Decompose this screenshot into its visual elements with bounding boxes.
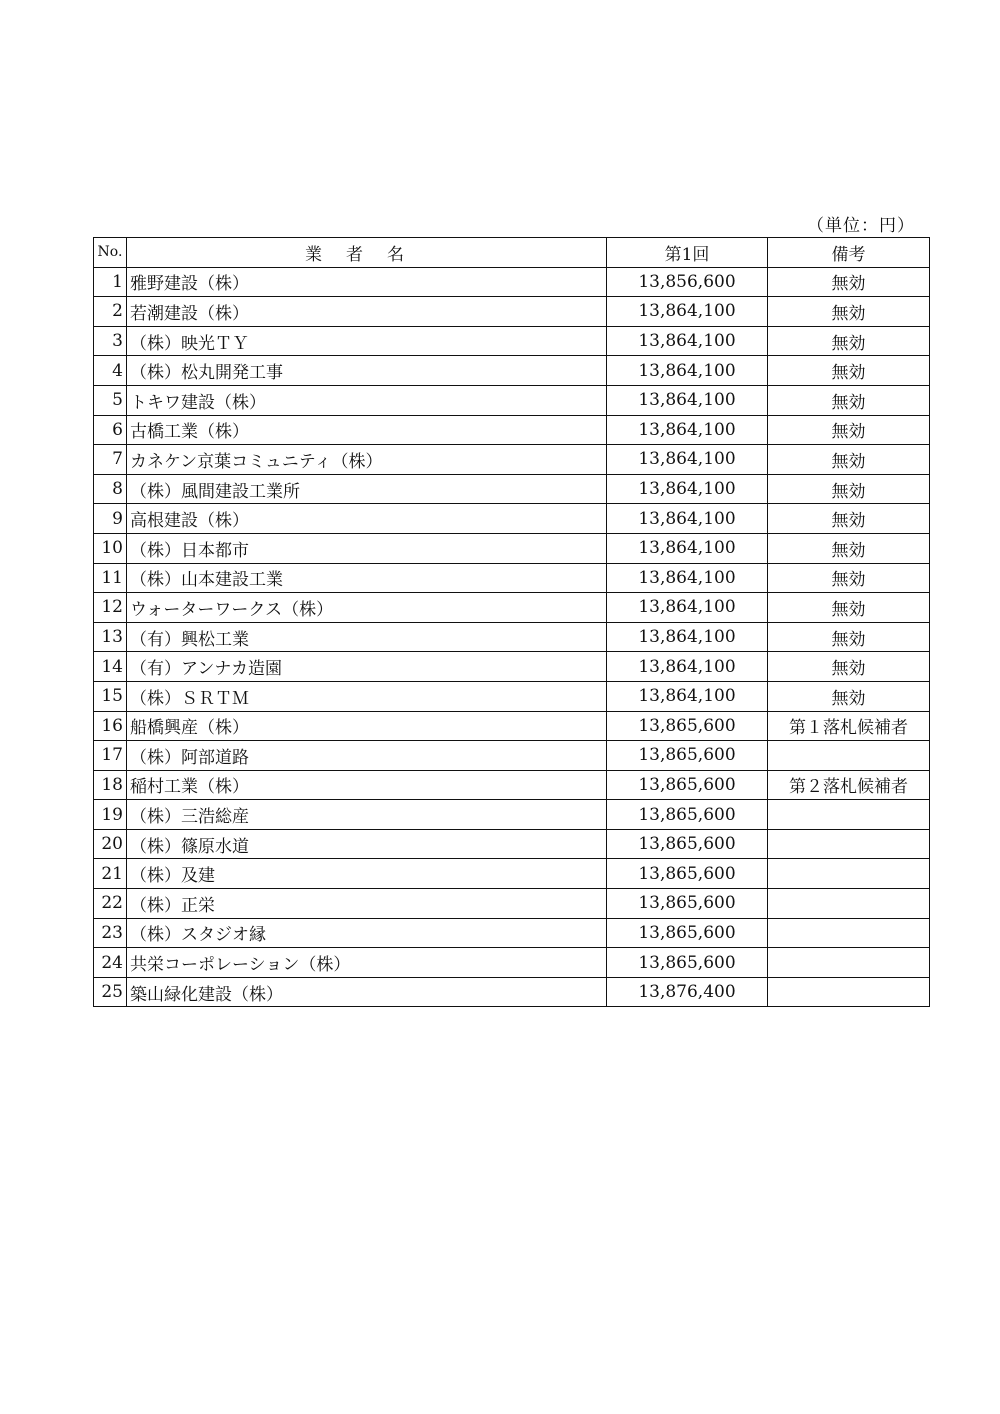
remarks-cell — [768, 741, 930, 771]
company-name-cell: （有）アンナカ造園 — [127, 652, 607, 682]
bid-amount-cell: 13,865,600 — [607, 859, 768, 889]
table-header-row — [94, 238, 930, 268]
row-number-cell: 9 — [94, 504, 127, 534]
company-name-cell: （株）ＳＲＴＭ — [127, 681, 607, 711]
company-name-cell: （株）松丸開発工事 — [127, 356, 607, 386]
remarks-cell: 無効 — [768, 593, 930, 623]
company-name-cell: （株）風間建設工業所 — [127, 474, 607, 504]
company-name-cell: （株）阿部道路 — [127, 741, 607, 771]
company-name-cell: ウォーターワークス（株） — [127, 593, 607, 623]
table-row — [94, 474, 930, 504]
row-number-cell: 6 — [94, 415, 127, 445]
table-row — [94, 445, 930, 475]
row-number-cell: 11 — [94, 563, 127, 593]
row-number-cell: 3 — [94, 326, 127, 356]
company-name-cell: 稲村工業（株） — [127, 770, 607, 800]
company-name-cell: トキワ建設（株） — [127, 385, 607, 415]
table-row — [94, 533, 930, 563]
remarks-cell: 無効 — [768, 445, 930, 475]
row-number-cell: 2 — [94, 297, 127, 327]
company-name-cell: （株）三浩総産 — [127, 800, 607, 830]
row-number-cell: 24 — [94, 948, 127, 978]
company-name-cell: （株）スタジオ縁 — [127, 918, 607, 948]
table-row — [94, 652, 930, 682]
remarks-cell: 無効 — [768, 474, 930, 504]
row-number-cell: 7 — [94, 445, 127, 475]
bid-amount-cell: 13,865,600 — [607, 918, 768, 948]
row-number-cell: 14 — [94, 652, 127, 682]
table-row — [94, 385, 930, 415]
bid-amount-cell: 13,864,100 — [607, 504, 768, 534]
row-number-cell: 10 — [94, 533, 127, 563]
row-number-cell: 15 — [94, 681, 127, 711]
remarks-cell: 無効 — [768, 533, 930, 563]
company-name-cell: 船橋興産（株） — [127, 711, 607, 741]
bid-amount-cell: 13,864,100 — [607, 474, 768, 504]
company-name-cell: （株）正栄 — [127, 889, 607, 919]
bid-amount-cell: 13,864,100 — [607, 326, 768, 356]
company-name-cell: 若潮建設（株） — [127, 297, 607, 327]
remarks-cell — [768, 829, 930, 859]
row-number-cell: 4 — [94, 356, 127, 386]
table-row — [94, 681, 930, 711]
row-number-cell: 17 — [94, 741, 127, 771]
table-row — [94, 948, 930, 978]
company-name-cell: （有）興松工業 — [127, 622, 607, 652]
header-remarks: 備考 — [768, 238, 930, 268]
table-row — [94, 297, 930, 327]
remarks-cell: 無効 — [768, 297, 930, 327]
row-number-cell: 16 — [94, 711, 127, 741]
company-name-cell: （株）及建 — [127, 859, 607, 889]
row-number-cell: 13 — [94, 622, 127, 652]
remarks-cell: 無効 — [768, 415, 930, 445]
table-row — [94, 741, 930, 771]
table-row — [94, 889, 930, 919]
remarks-cell — [768, 948, 930, 978]
bid-amount-cell: 13,864,100 — [607, 681, 768, 711]
remarks-cell: 第１落札候補者 — [768, 711, 930, 741]
bid-amount-cell: 13,864,100 — [607, 533, 768, 563]
header-company-name: 業者名 — [127, 238, 607, 268]
table-row — [94, 829, 930, 859]
table-row — [94, 859, 930, 889]
remarks-cell: 無効 — [768, 326, 930, 356]
header-round-1: 第1回 — [607, 238, 768, 268]
row-number-cell: 1 — [94, 267, 127, 297]
table-row — [94, 800, 930, 830]
company-name-cell: （株）山本建設工業 — [127, 563, 607, 593]
bid-amount-cell: 13,865,600 — [607, 711, 768, 741]
bid-amount-cell: 13,865,600 — [607, 770, 768, 800]
bid-amount-cell: 13,865,600 — [607, 741, 768, 771]
bid-amount-cell: 13,865,600 — [607, 948, 768, 978]
remarks-cell: 無効 — [768, 563, 930, 593]
bid-amount-cell: 13,856,600 — [607, 267, 768, 297]
remarks-cell: 無効 — [768, 681, 930, 711]
bid-amount-cell: 13,865,600 — [607, 829, 768, 859]
bid-results-table — [93, 237, 930, 1007]
table-row — [94, 356, 930, 386]
remarks-cell: 第２落札候補者 — [768, 770, 930, 800]
unit-note: （単位：円） — [807, 216, 915, 236]
bid-amount-cell: 13,865,600 — [607, 800, 768, 830]
table-row — [94, 563, 930, 593]
row-number-cell: 5 — [94, 385, 127, 415]
bid-amount-cell: 13,864,100 — [607, 297, 768, 327]
company-name-cell: 築山緑化建設（株） — [127, 977, 607, 1007]
remarks-cell: 無効 — [768, 356, 930, 386]
bid-amount-cell: 13,864,100 — [607, 415, 768, 445]
table-row — [94, 770, 930, 800]
bid-amount-cell: 13,864,100 — [607, 622, 768, 652]
remarks-cell: 無効 — [768, 504, 930, 534]
remarks-cell — [768, 859, 930, 889]
row-number-cell: 25 — [94, 977, 127, 1007]
remarks-cell: 無効 — [768, 652, 930, 682]
company-name-cell: カネケン京葉コミュニティ（株） — [127, 445, 607, 475]
company-name-cell: 雅野建設（株） — [127, 267, 607, 297]
row-number-cell: 18 — [94, 770, 127, 800]
company-name-cell: （株）篠原水道 — [127, 829, 607, 859]
bid-amount-cell: 13,864,100 — [607, 652, 768, 682]
table-row — [94, 711, 930, 741]
header-no: No. — [94, 238, 127, 268]
remarks-cell — [768, 889, 930, 919]
bid-amount-cell: 13,876,400 — [607, 977, 768, 1007]
remarks-cell — [768, 800, 930, 830]
company-name-cell: 古橋工業（株） — [127, 415, 607, 445]
row-number-cell: 22 — [94, 889, 127, 919]
bid-amount-cell: 13,864,100 — [607, 593, 768, 623]
table-row — [94, 415, 930, 445]
row-number-cell: 19 — [94, 800, 127, 830]
company-name-cell: 共栄コーポレーション（株） — [127, 948, 607, 978]
remarks-cell: 無効 — [768, 385, 930, 415]
company-name-cell: （株）映光ＴＹ — [127, 326, 607, 356]
remarks-cell: 無効 — [768, 622, 930, 652]
remarks-cell — [768, 918, 930, 948]
company-name-cell: 高根建設（株） — [127, 504, 607, 534]
bid-amount-cell: 13,864,100 — [607, 385, 768, 415]
bid-amount-cell: 13,865,600 — [607, 889, 768, 919]
table-row — [94, 593, 930, 623]
table-row — [94, 326, 930, 356]
table-row — [94, 504, 930, 534]
row-number-cell: 20 — [94, 829, 127, 859]
remarks-cell: 無効 — [768, 267, 930, 297]
row-number-cell: 21 — [94, 859, 127, 889]
table-row — [94, 267, 930, 297]
row-number-cell: 12 — [94, 593, 127, 623]
table-row — [94, 622, 930, 652]
table-row — [94, 918, 930, 948]
row-number-cell: 23 — [94, 918, 127, 948]
table-body — [94, 267, 930, 1007]
company-name-cell: （株）日本都市 — [127, 533, 607, 563]
remarks-cell — [768, 977, 930, 1007]
table-row — [94, 977, 930, 1007]
bid-amount-cell: 13,864,100 — [607, 445, 768, 475]
bid-amount-cell: 13,864,100 — [607, 356, 768, 386]
bid-amount-cell: 13,864,100 — [607, 563, 768, 593]
row-number-cell: 8 — [94, 474, 127, 504]
